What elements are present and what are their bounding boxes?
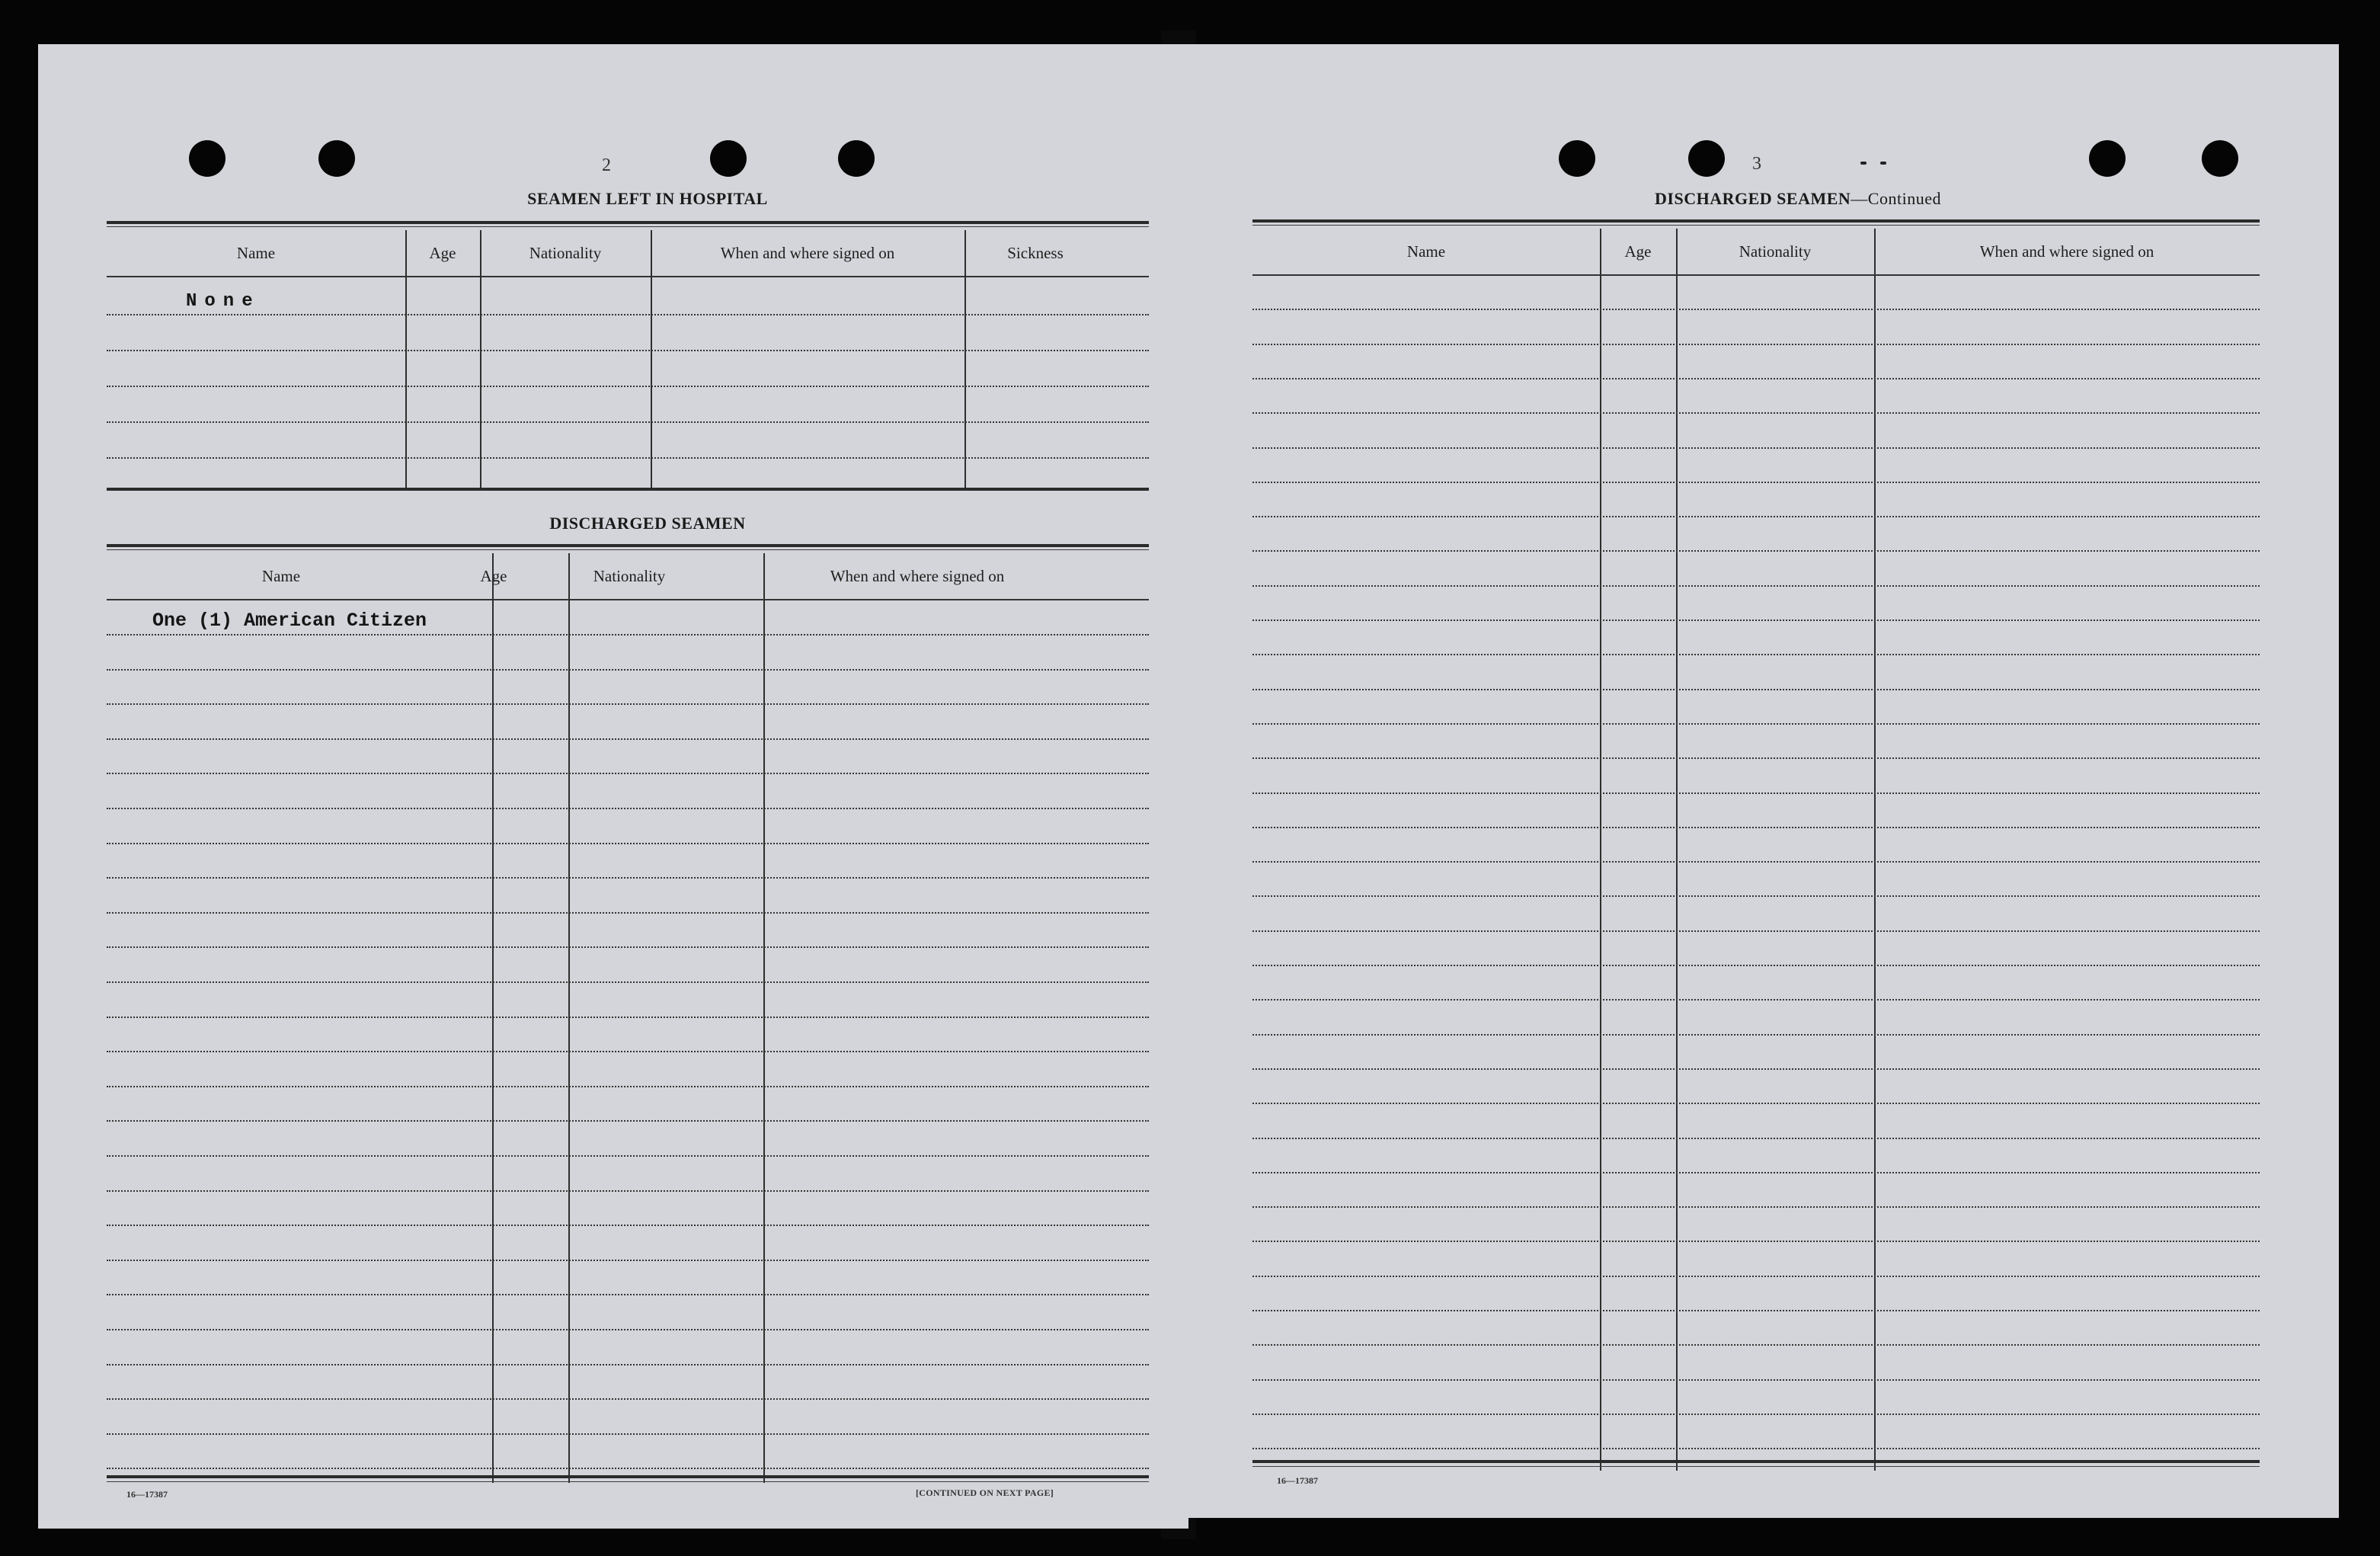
col-name-header: Name	[1406, 242, 1446, 261]
ruled-line	[107, 1225, 1149, 1226]
right-page	[1188, 44, 2339, 1518]
col-sickness-header: Sickness	[1007, 243, 1064, 262]
ruled-line	[107, 457, 1149, 459]
ruled-line	[1252, 1138, 2260, 1139]
ruled-line	[1252, 378, 2260, 379]
column-divider	[405, 230, 407, 488]
punch-hole	[838, 140, 875, 177]
discharged-header-row	[107, 553, 1149, 600]
ruled-line	[107, 773, 1149, 774]
continued-section-title	[1478, 189, 2118, 209]
col-name-header: Name	[236, 243, 276, 262]
col-nationality-header: Nationality	[1739, 242, 1812, 261]
col-age-header: Age	[480, 566, 507, 585]
ruled-line	[1252, 1344, 2260, 1346]
ruled-line	[107, 1294, 1149, 1295]
form-code: 16—17387	[126, 1489, 168, 1500]
rule	[107, 1475, 1149, 1478]
ruled-line	[107, 877, 1149, 879]
ruled-line	[107, 1086, 1149, 1087]
ruled-line	[1252, 792, 2260, 794]
ruled-line	[1252, 965, 2260, 966]
page-number: 3	[1752, 154, 1761, 174]
title-main: DISCHARGED SEAMEN	[1655, 189, 1851, 208]
ruled-line	[1252, 861, 2260, 863]
punch-hole	[318, 140, 355, 177]
ruled-line	[1252, 1276, 2260, 1277]
punch-hole	[1688, 140, 1725, 177]
col-signed-on-header: When and where signed on	[830, 566, 1005, 585]
ruled-line	[107, 981, 1149, 983]
column-divider	[492, 553, 494, 1483]
ruled-line	[1252, 1172, 2260, 1173]
ruled-line	[1252, 1206, 2260, 1208]
ruled-line	[107, 1017, 1149, 1018]
ruled-line	[107, 1190, 1149, 1192]
ruled-line	[1252, 1414, 2260, 1415]
rule	[107, 221, 1149, 224]
ruled-line	[1252, 550, 2260, 552]
ruled-line	[1252, 1379, 2260, 1381]
ruled-line	[1252, 274, 2260, 276]
ruled-line	[107, 1468, 1149, 1469]
ruled-line	[1252, 1310, 2260, 1311]
ruled-line	[107, 1433, 1149, 1435]
ruled-line	[107, 843, 1149, 844]
punch-hole	[710, 140, 747, 177]
ruled-line	[1252, 412, 2260, 414]
ruled-line	[1252, 827, 2260, 828]
column-divider	[480, 230, 481, 488]
ruled-line	[107, 634, 1149, 636]
title-sub: —Continued	[1851, 189, 1941, 208]
ruled-line	[107, 421, 1149, 423]
col-nationality-header: Nationality	[593, 566, 666, 585]
ruled-line	[107, 386, 1149, 387]
ruled-line	[1252, 344, 2260, 345]
ruled-line	[1252, 895, 2260, 897]
punch-hole	[2202, 140, 2238, 177]
ink-speck	[1860, 162, 1867, 165]
rule	[107, 226, 1149, 227]
ruled-line	[1252, 654, 2260, 655]
ruled-line	[107, 808, 1149, 809]
discharged-table	[107, 544, 1149, 1489]
column-divider	[1676, 229, 1678, 1471]
left-page	[38, 44, 1188, 1529]
col-signed-on-header: When and where signed on	[1979, 242, 2154, 261]
continued-header-row	[1252, 229, 2260, 276]
ruled-line	[107, 350, 1149, 351]
col-nationality-header: Nationality	[529, 243, 602, 262]
column-divider	[1874, 229, 1876, 1471]
ruled-line	[1252, 585, 2260, 587]
ruled-line	[1252, 1241, 2260, 1242]
ruled-line	[1252, 482, 2260, 483]
ruled-line	[1252, 999, 2260, 1001]
punch-hole	[2089, 140, 2126, 177]
ruled-line	[107, 1364, 1149, 1366]
ruled-line	[107, 669, 1149, 671]
ruled-line	[1252, 1103, 2260, 1104]
col-age-header: Age	[1624, 242, 1652, 261]
ruled-line	[1252, 1034, 2260, 1036]
ruled-line	[107, 738, 1149, 740]
ruled-line	[1252, 930, 2260, 932]
ruled-line	[1252, 757, 2260, 759]
rule	[107, 549, 1149, 550]
ink-speck	[1880, 162, 1886, 165]
column-divider	[651, 230, 652, 488]
rule	[1252, 219, 2260, 223]
continued-note: [CONTINUED ON NEXT PAGE]	[916, 1487, 1054, 1498]
ruled-line	[107, 946, 1149, 948]
discharged-entry: One (1) American Citizen	[152, 610, 427, 632]
punch-hole	[189, 140, 226, 177]
column-divider	[1600, 229, 1601, 1471]
rule	[107, 544, 1149, 547]
column-divider	[763, 553, 765, 1483]
hospital-header-row	[107, 230, 1149, 277]
hospital-entry: None	[186, 291, 261, 312]
ruled-line	[1252, 620, 2260, 621]
column-divider	[964, 230, 966, 488]
page-number: 2	[602, 155, 611, 175]
hospital-section-title: SEAMEN LEFT IN HOSPITAL	[527, 189, 768, 208]
ruled-line	[1252, 447, 2260, 449]
punch-hole	[1559, 140, 1595, 177]
ruled-line	[107, 1398, 1149, 1400]
ruled-line	[107, 1120, 1149, 1122]
ruled-line	[107, 912, 1149, 914]
ruled-line	[107, 314, 1149, 315]
col-signed-on-header: When and where signed on	[720, 243, 895, 262]
ruled-line	[1252, 1068, 2260, 1070]
column-divider	[568, 553, 570, 1483]
rule	[1252, 1460, 2260, 1463]
ruled-line	[107, 1260, 1149, 1261]
ruled-line	[1252, 309, 2260, 310]
discharged-continued-table	[1252, 219, 2260, 1477]
discharged-section-title: DISCHARGED SEAMEN	[549, 514, 746, 533]
rule	[107, 488, 1149, 491]
ruled-line	[1252, 689, 2260, 690]
ruled-line	[1252, 516, 2260, 517]
ruled-line	[1252, 1448, 2260, 1449]
rule	[1252, 1466, 2260, 1467]
rule	[107, 1481, 1149, 1482]
col-age-header: Age	[429, 243, 456, 262]
hospital-table	[107, 221, 1149, 495]
ruled-line	[107, 1329, 1149, 1330]
ruled-line	[1252, 723, 2260, 725]
ruled-line	[107, 1051, 1149, 1052]
form-code: 16—17387	[1277, 1475, 1318, 1486]
ruled-line	[107, 703, 1149, 705]
col-name-header: Name	[261, 566, 301, 585]
ruled-line	[107, 1155, 1149, 1157]
rule	[1252, 225, 2260, 226]
